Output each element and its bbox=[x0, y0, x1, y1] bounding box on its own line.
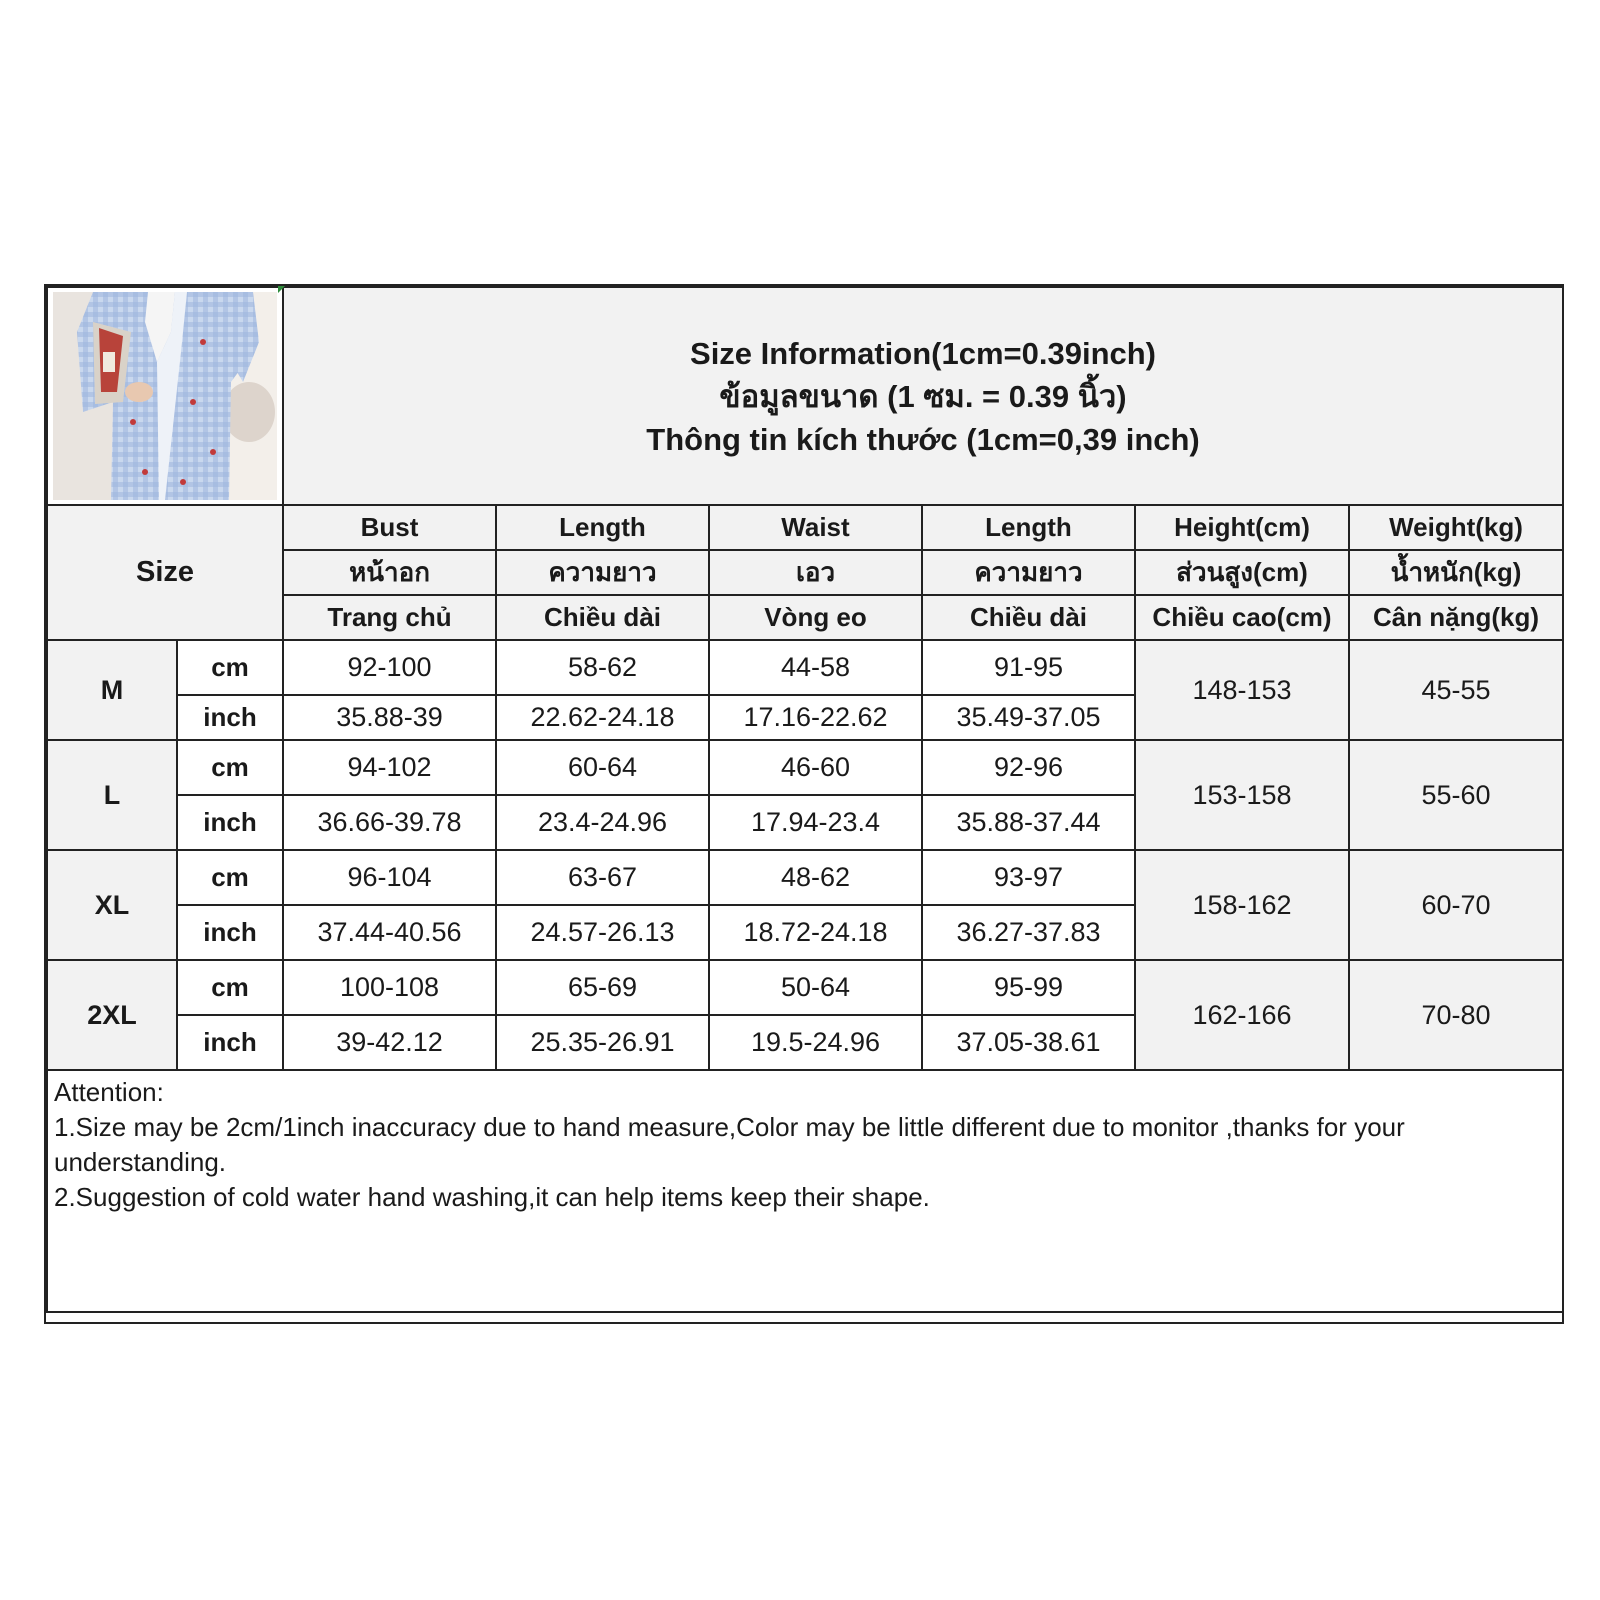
value-cell: 60-64 bbox=[496, 740, 709, 795]
value-cell: 96-104 bbox=[283, 850, 496, 905]
value-cell: 65-69 bbox=[496, 960, 709, 1015]
value-cell: 94-102 bbox=[283, 740, 496, 795]
value-cell: 39-42.12 bbox=[283, 1015, 496, 1070]
col-header-height-en: Height(cm) bbox=[1135, 505, 1349, 550]
size-table bbox=[46, 286, 1564, 1313]
value-cell: 91-95 bbox=[922, 640, 1135, 695]
value-cell: 22.62-24.18 bbox=[496, 695, 709, 740]
col-header-height-th: ส่วนสูง(cm) bbox=[1135, 550, 1349, 595]
value-cell: 17.94-23.4 bbox=[709, 795, 922, 850]
value-cell: 100-108 bbox=[283, 960, 496, 1015]
unit-inch: inch bbox=[177, 1015, 283, 1070]
col-header-pants-length-th: ความยาว bbox=[922, 550, 1135, 595]
col-header-bust-en: Bust bbox=[283, 505, 496, 550]
col-header-top-length-en: Length bbox=[496, 505, 709, 550]
size-row-xl-cm bbox=[47, 850, 1563, 905]
col-header-weight-th: น้ำหนัก(kg) bbox=[1349, 550, 1563, 595]
col-header-waist-en: Waist bbox=[709, 505, 922, 550]
size-row-2xl-cm bbox=[47, 960, 1563, 1015]
unit-cm: cm bbox=[177, 740, 283, 795]
weight-cell-m: 45-55 bbox=[1349, 640, 1563, 740]
value-cell: 37.44-40.56 bbox=[283, 905, 496, 960]
header-row-en bbox=[47, 505, 1563, 550]
title-thai: ข้อมูลขนาด (1 ซม. = 0.39 นิ้ว) bbox=[719, 378, 1127, 414]
value-cell: 95-99 bbox=[922, 960, 1135, 1015]
pajama-model-photo bbox=[53, 292, 277, 500]
height-cell-l: 153-158 bbox=[1135, 740, 1349, 850]
value-cell: 92-96 bbox=[922, 740, 1135, 795]
value-cell: 37.05-38.61 bbox=[922, 1015, 1135, 1070]
col-header-height-vi: Chiều cao(cm) bbox=[1135, 595, 1349, 640]
col-header-top-length-th: ความยาว bbox=[496, 550, 709, 595]
unit-inch: inch bbox=[177, 695, 283, 740]
size-name-xl: XL bbox=[47, 850, 177, 960]
size-name-2xl: 2XL bbox=[47, 960, 177, 1070]
value-cell: 36.66-39.78 bbox=[283, 795, 496, 850]
title-english: Size Information(1cm=0.39inch) bbox=[690, 335, 1156, 371]
value-cell: 93-97 bbox=[922, 850, 1135, 905]
value-cell: 35.88-37.44 bbox=[922, 795, 1135, 850]
col-header-pants-length-vi: Chiều dài bbox=[922, 595, 1135, 640]
title-block bbox=[283, 287, 1563, 505]
height-cell-m: 148-153 bbox=[1135, 640, 1349, 740]
value-cell: 24.57-26.13 bbox=[496, 905, 709, 960]
weight-cell-xl: 60-70 bbox=[1349, 850, 1563, 960]
product-photo-cell bbox=[47, 287, 283, 505]
value-cell: 36.27-37.83 bbox=[922, 905, 1135, 960]
notes-heading: Attention: bbox=[54, 1077, 164, 1107]
value-cell: 44-58 bbox=[709, 640, 922, 695]
height-cell-2xl: 162-166 bbox=[1135, 960, 1349, 1070]
title-vietnamese: Thông tin kích thước (1cm=0,39 inch) bbox=[646, 421, 1200, 457]
unit-inch: inch bbox=[177, 905, 283, 960]
value-cell: 35.88-39 bbox=[283, 695, 496, 740]
attention-notes bbox=[47, 1070, 1563, 1312]
size-header: Size bbox=[47, 505, 283, 640]
value-cell: 25.35-26.91 bbox=[496, 1015, 709, 1070]
value-cell: 50-64 bbox=[709, 960, 922, 1015]
value-cell: 18.72-24.18 bbox=[709, 905, 922, 960]
col-header-top-length-vi: Chiều dài bbox=[496, 595, 709, 640]
size-name-m: M bbox=[47, 640, 177, 740]
col-header-weight-vi: Cân nặng(kg) bbox=[1349, 595, 1563, 640]
col-header-weight-en: Weight(kg) bbox=[1349, 505, 1563, 550]
value-cell: 48-62 bbox=[709, 850, 922, 905]
corner-mark bbox=[278, 286, 285, 293]
col-header-bust-vi: Trang chủ bbox=[283, 595, 496, 640]
height-cell-xl: 158-162 bbox=[1135, 850, 1349, 960]
unit-cm: cm bbox=[177, 960, 283, 1015]
value-cell: 63-67 bbox=[496, 850, 709, 905]
col-header-waist-vi: Vòng eo bbox=[709, 595, 922, 640]
value-cell: 58-62 bbox=[496, 640, 709, 695]
weight-cell-l: 55-60 bbox=[1349, 740, 1563, 850]
value-cell: 92-100 bbox=[283, 640, 496, 695]
value-cell: 46-60 bbox=[709, 740, 922, 795]
col-header-bust-th: หน้าอก bbox=[283, 550, 496, 595]
value-cell: 17.16-22.62 bbox=[709, 695, 922, 740]
weight-cell-2xl: 70-80 bbox=[1349, 960, 1563, 1070]
size-row-l-cm bbox=[47, 740, 1563, 795]
unit-cm: cm bbox=[177, 640, 283, 695]
value-cell: 35.49-37.05 bbox=[922, 695, 1135, 740]
col-header-pants-length-en: Length bbox=[922, 505, 1135, 550]
unit-cm: cm bbox=[177, 850, 283, 905]
title-row bbox=[47, 287, 1563, 505]
value-cell: 19.5-24.96 bbox=[709, 1015, 922, 1070]
note-item-2: 2.Suggestion of cold water hand washing,it can help items keep their shape. bbox=[54, 1182, 930, 1212]
unit-inch: inch bbox=[177, 795, 283, 850]
value-cell: 23.4-24.96 bbox=[496, 795, 709, 850]
size-row-m-cm bbox=[47, 640, 1563, 695]
size-name-l: L bbox=[47, 740, 177, 850]
size-chart bbox=[44, 284, 1564, 1324]
notes-row bbox=[47, 1070, 1563, 1312]
note-item-1: 1.Size may be 2cm/1inch inaccuracy due to hand measure,Color may be little different due to monitor ,thanks for your understanding. bbox=[54, 1112, 1405, 1177]
col-header-waist-th: เอว bbox=[709, 550, 922, 595]
